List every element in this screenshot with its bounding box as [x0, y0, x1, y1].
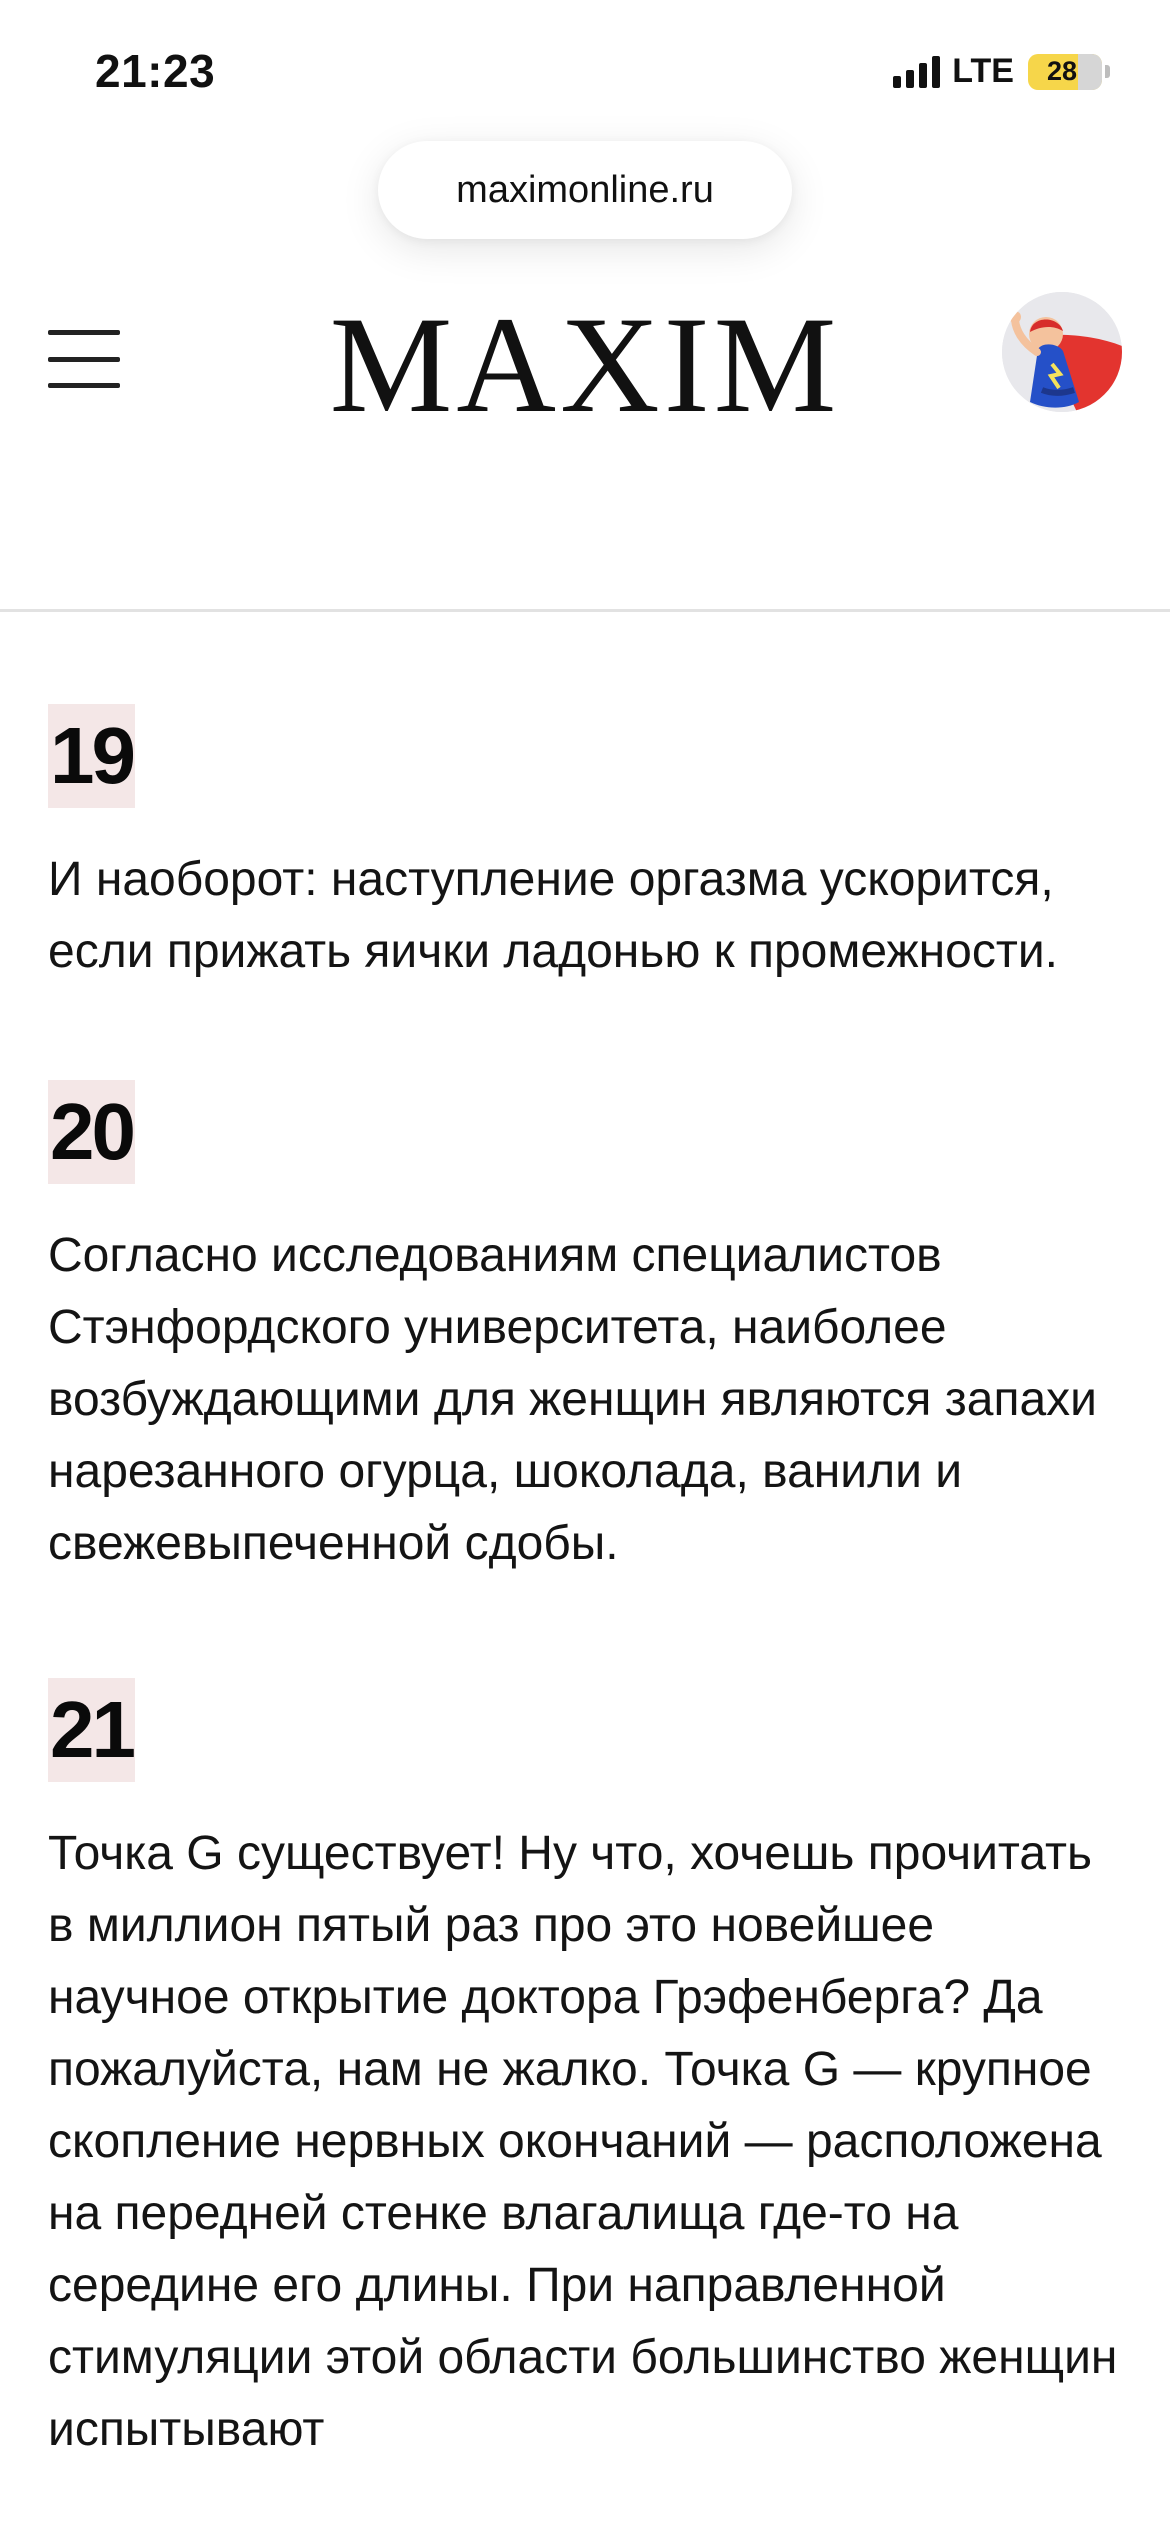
avatar-image-icon	[1002, 292, 1122, 412]
header-divider	[0, 609, 1170, 612]
address-bar[interactable]: maximonline.ru	[378, 141, 792, 239]
battery-level: 28	[1046, 56, 1078, 86]
item-text: Согласно исследованиям специалистов Стэнфордского университета, наиболее возбуждающими для женщин являются запахи нарезанного огурца, шоколада, ванили и свежевыпеченной сдобы.	[48, 1229, 1097, 1570]
article-item	[48, 704, 1128, 988]
article-body	[48, 704, 1128, 2532]
menu-button[interactable]	[48, 330, 120, 388]
article-item	[48, 1080, 1128, 1580]
menu-line	[48, 383, 120, 388]
item-text: Точка G существует! Ну что, хочешь прочитать в миллион пятый раз про это новейшее научное открытие доктора Грэфенберга? Да пожалуйста, нам не жалко. Точка G — крупное скопление нервных окончаний — расположена на передней стенке влагалища где-то на середине его длины. При направленной стимуляции этой области большинство женщин испытывают	[48, 1827, 1118, 2456]
battery-cap	[1105, 65, 1110, 78]
status-bar	[0, 0, 1170, 140]
network-type: LTE	[952, 52, 1014, 90]
user-avatar[interactable]	[1002, 292, 1122, 412]
status-indicators	[893, 52, 1110, 91]
item-number: 21	[48, 1678, 135, 1782]
site-header	[0, 260, 1170, 610]
status-time: 21:23	[95, 45, 216, 97]
item-text: И наоборот: наступление оргазма ускорится, если прижать яички ладонью к промежности.	[48, 853, 1058, 978]
site-logo[interactable]: MAXIM	[329, 288, 841, 441]
battery-icon	[1028, 54, 1102, 90]
menu-line	[48, 330, 120, 335]
item-number: 19	[48, 704, 135, 808]
menu-line	[48, 357, 120, 362]
article-item	[48, 1678, 1128, 2466]
item-number: 20	[48, 1080, 135, 1184]
cellular-signal-icon	[893, 56, 940, 88]
